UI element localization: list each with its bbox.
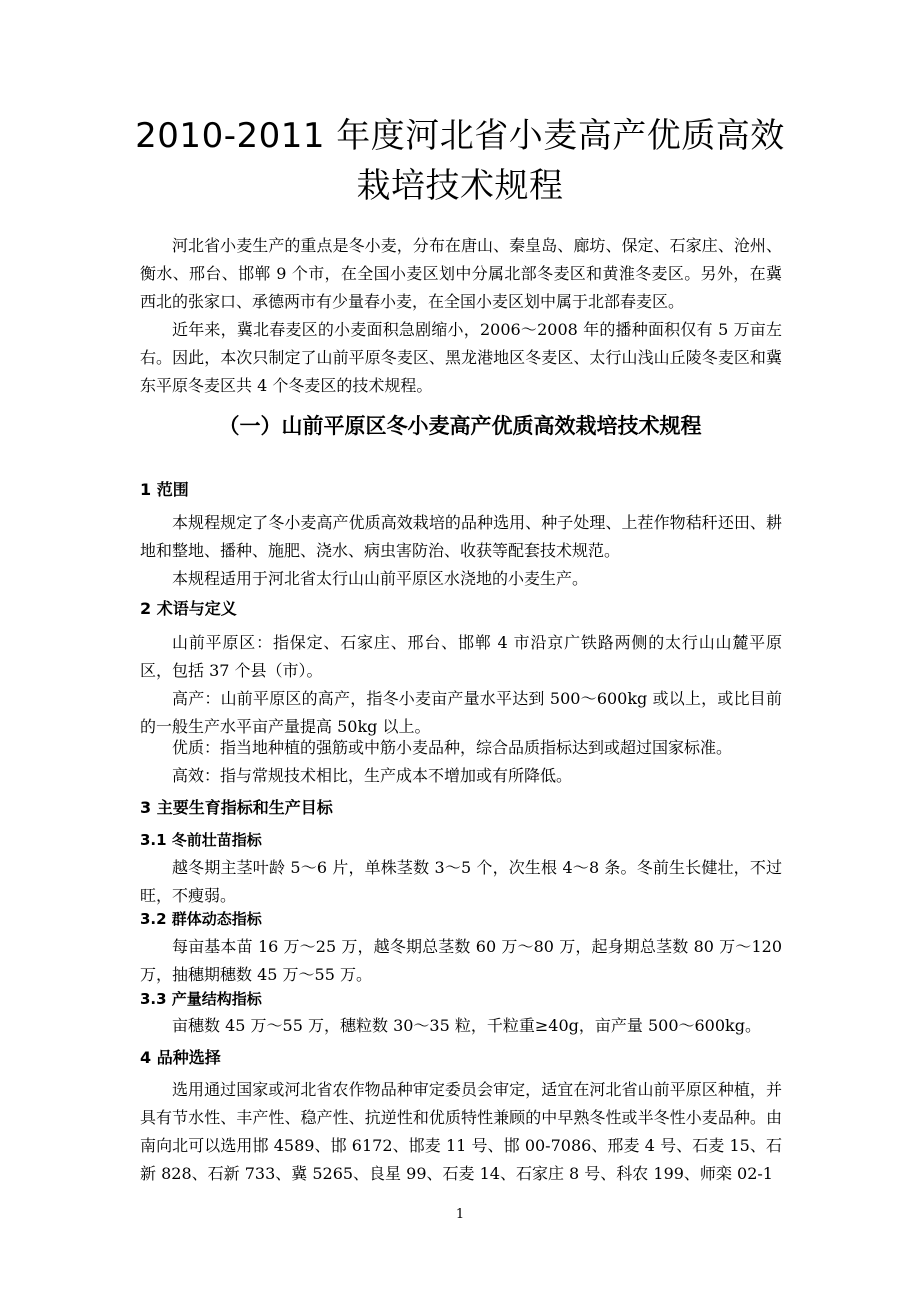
intro-paragraph-2: 近年来，冀北春麦区的小麦面积急剧缩小，2006～2008 年的播种面积仅有 5 万亩左右。因此，本次只制定了山前平原冬麦区、黑龙港地区冬麦区、太行山浅山丘陵冬麦区和冀东平原冬麦区共 4 个冬麦区的技术规程。	[140, 320, 782, 395]
section-title: （一）山前平原区冬小麦高产优质高效栽培技术规程	[218, 414, 702, 438]
heading-3-3: 3.3 产量结构指标	[140, 990, 262, 1008]
variety-paragraph: 选用通过国家或河北省农作物品种审定委员会审定，适宜在河北省山前平原区种植，并具有节水性、丰产性、稳产性、抗逆性和优质特性兼顾的中早熟冬性或半冬性小麦品种。由南向北可以选用邯 4589、邯 6172、邯麦 11 号、邯 00-7086、邢麦 4 号、石麦 15、石新 828、石新 733、冀 5265、良星 99、石麦 14、石家庄 8 号、科农 199、师栾 02-1	[140, 1080, 782, 1183]
heading-variety: 4 品种选择	[140, 1048, 221, 1067]
heading-scope: 1 范围	[140, 480, 189, 499]
scope-paragraph-2: 本规程适用于河北省太行山山前平原区水浇地的小麦生产。	[172, 569, 589, 588]
heading-indicators: 3 主要生育指标和生产目标	[140, 798, 333, 817]
heading-3-1: 3.1 冬前壮苗指标	[140, 831, 262, 849]
terms-paragraph-efficiency: 高效：指与常规技术相比，生产成本不增加或有所降低。	[172, 766, 573, 785]
document-title-line-2: 栽培技术规程	[356, 166, 564, 206]
heading-terms: 2 术语与定义	[140, 599, 237, 618]
scope-paragraph-1: 本规程规定了冬小麦高产优质高效栽培的品种选用、种子处理、上茬作物秸秆还田、耕地和整地、播种、施肥、浇水、病虫害防治、收获等配套技术规范。	[140, 513, 782, 560]
document-title-line-1: 2010-2011 年度河北省小麦高产优质高效	[135, 116, 785, 156]
paragraph-3-2: 每亩基本苗 16 万～25 万，越冬期总茎数 60 万～80 万，起身期总茎数 80 万～120 万，抽穗期穗数 45 万～55 万。	[140, 937, 782, 984]
paragraph-3-3: 亩穗数 45 万～55 万，穗粒数 30～35 粒，千粒重≥40g，亩产量 500～600kg。	[172, 1016, 761, 1035]
terms-paragraph-region: 山前平原区：指保定、石家庄、邢台、邯郸 4 市沿京广铁路两侧的太行山山麓平原区，包括 37 个县（市）。	[140, 633, 782, 680]
page-number: 1	[455, 1207, 465, 1222]
heading-3-2: 3.2 群体动态指标	[140, 910, 262, 928]
terms-paragraph-high-yield: 高产：山前平原区的高产，指冬小麦亩产量水平达到 500～600kg 或以上，或比目前的一般生产水平亩产量提高 50kg 以上。	[140, 689, 782, 736]
intro-paragraph-1: 河北省小麦生产的重点是冬小麦，分布在唐山、秦皇岛、廊坊、保定、石家庄、沧州、衡水、邢台、邯郸 9 个市，在全国小麦区划中分属北部冬麦区和黄淮冬麦区。另外，在冀西北的张家口、承德两市有少量春小麦，在全国小麦区划中属于北部春麦区。	[140, 236, 782, 311]
terms-paragraph-quality: 优质：指当地种植的强筋或中筋小麦品种，综合品质指标达到或超过国家标准。	[172, 738, 733, 757]
paragraph-3-1: 越冬期主茎叶龄 5～6 片，单株茎数 3～5 个，次生根 4～8 条。冬前生长健壮，不过旺，不瘦弱。	[140, 858, 782, 905]
